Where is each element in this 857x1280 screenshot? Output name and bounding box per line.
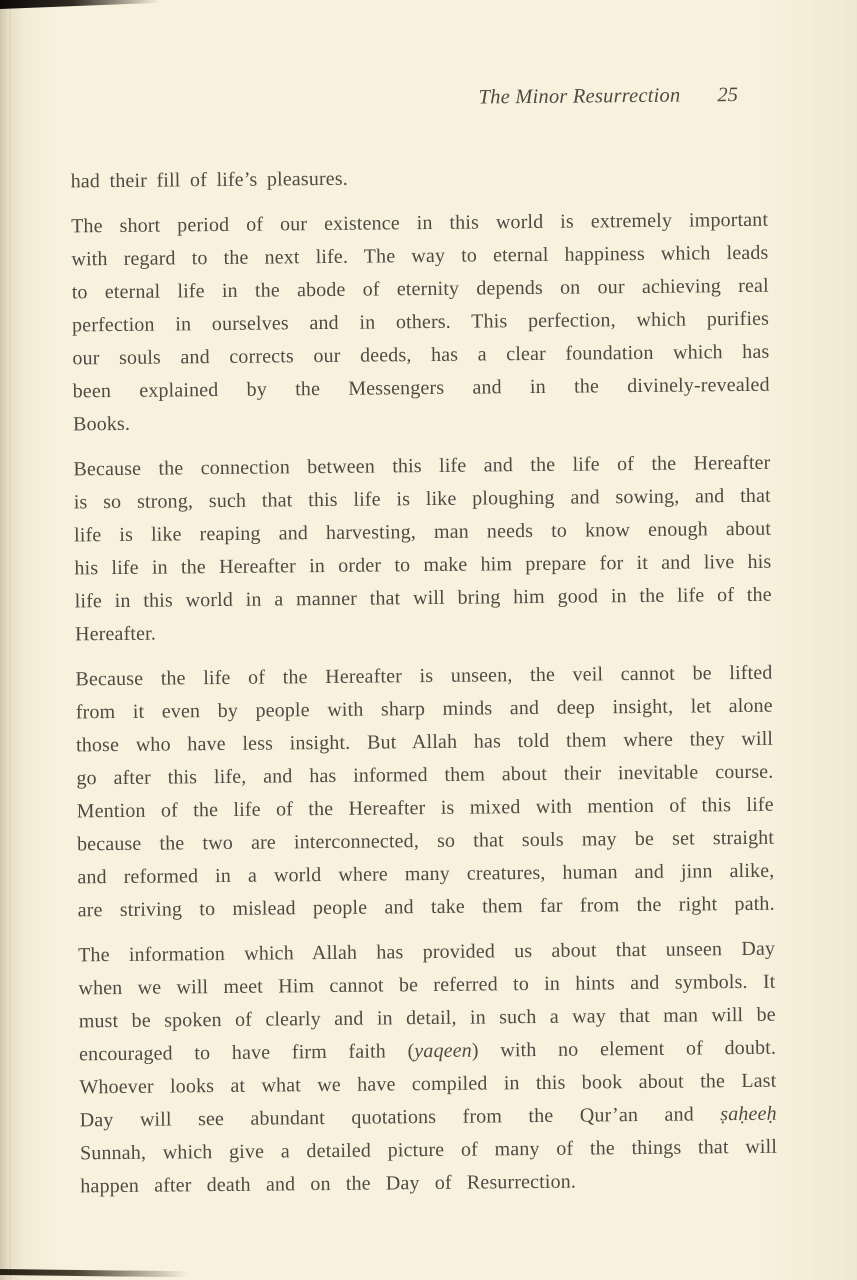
paragraph xyxy=(75,657,775,928)
text-line xyxy=(80,1131,777,1171)
text-segment: our souls and corrects our deeds, has a clear foundation which has xyxy=(72,340,770,370)
paragraph xyxy=(73,447,772,652)
text-segment: The short period of our existence in this world is extremely important xyxy=(71,208,769,238)
text-segment: because the two are interconnected, so that souls may be set straight xyxy=(76,826,775,856)
text-line xyxy=(80,1164,777,1204)
text-segment: Because the connection between this life and the life of the Hereafter xyxy=(73,451,771,481)
running-title: The Minor Resurrection xyxy=(478,84,681,109)
paragraph xyxy=(78,933,778,1204)
text-segment: go after this life, and has informed them about their inevitable course. xyxy=(76,760,774,790)
text-segment: life is like reaping and harvesting, man needs to know enough about xyxy=(73,517,772,547)
text-segment: with regard to the next life. The way to eternal happiness which leads xyxy=(71,241,769,271)
text-segment: Mention of the life of the Hereafter is mixed with mention of this life xyxy=(76,793,774,823)
text-segment: Day will see abundant quotations from the Qur’an and xyxy=(79,1103,721,1132)
text-segment: had their fill of life’s pleasures. xyxy=(70,167,348,193)
text-segment: been explained by the Messengers and in the divinely-revealed xyxy=(72,373,770,403)
text-line xyxy=(75,579,772,619)
text-line xyxy=(75,612,772,652)
text-segment: Books. xyxy=(72,412,131,436)
text-segment: from it even by people with sharp minds and deep insight, let alone xyxy=(75,694,773,724)
text-segment: encouraged to have firm faith ( xyxy=(78,1040,415,1066)
text-segment: The information which Allah has provided us about that unseen Day xyxy=(78,937,776,967)
text-segment: to eternal life in the abode of eternity depends on our achieving real xyxy=(71,274,769,304)
text-line xyxy=(73,369,770,409)
text-segment: ) with no element of doubt. xyxy=(471,1036,777,1062)
text-block xyxy=(71,159,778,1216)
text-segment: happen after death and on the Day of Resurrection. xyxy=(80,1170,577,1198)
italic-term: ṣaḥeeḥ xyxy=(720,1102,777,1126)
italic-term: yaqeen xyxy=(414,1039,472,1063)
text-segment: perfection in ourselves and in others. This perfection, which purifies xyxy=(71,307,770,337)
text-segment: life in this world in a manner that will bring him good in the life of the xyxy=(74,583,772,613)
text-segment: Sunnah, which give a detailed picture of many of the things that will xyxy=(79,1135,778,1165)
text-line xyxy=(71,159,768,199)
text-segment: when we will meet Him cannot be referred to in hints and symbols. It xyxy=(78,970,776,1000)
text-segment: his life in the Hereafter in order to make him prepare for it and live his xyxy=(74,550,772,580)
text-segment: is so strong, such that this life is like ploughing and sowing, and that xyxy=(73,484,771,514)
text-segment: and reformed in a world where many creatures, human and jinn alike, xyxy=(77,859,775,889)
text-segment: those who have less insight. But Allah has told them where they will xyxy=(76,727,774,757)
paragraph xyxy=(71,159,768,199)
text-segment: must be spoken of clearly and in detail, in such a way that man will be xyxy=(78,1003,776,1033)
text-segment: Hereafter. xyxy=(74,622,157,646)
running-header xyxy=(479,84,739,109)
text-line xyxy=(78,888,775,928)
text-segment: are striving to mislead people and take them far from the right path. xyxy=(77,892,775,922)
page-number: 25 xyxy=(717,84,739,107)
text-line xyxy=(73,402,770,442)
text-segment: Whoever looks at what we have compiled in this book about the Last xyxy=(79,1069,777,1099)
text-segment: Because the life of the Hereafter is unseen, the veil cannot be lifted xyxy=(75,661,773,691)
paragraph xyxy=(71,204,770,442)
